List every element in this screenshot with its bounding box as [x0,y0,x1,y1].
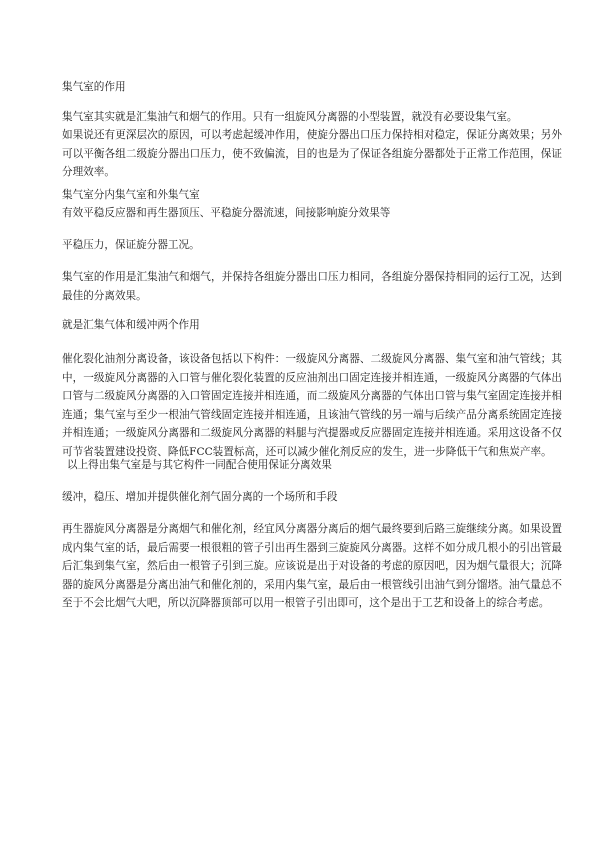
paragraph-intro: 集气室其实就是汇集油气和烟气的作用。只有一组旋风分离器的小型装置，就没有必要设集气室。 [62,111,518,123]
paragraph-equipment-description: 催化裂化油剂分离设备，该设备包括以下构件：一级旋风分离器、二级旋风分离器、集气室和油气管线；其中，一级旋风分离器的入口管与催化裂化装置的反应油剂出口固定连接并相连通，一级旋风分离器的气体出口管与二级旋风分离器的入口管固定连接并相连通，而二级旋风分离器的气体出口管与集气室固定连接并相连通；集气室与至少一根油气管线固定连接并相连通，且该油气管线的另一端与后续产品分离系统固定连接并相连通；一级旋风分离器和二级旋风分离器的料腿与汽提器或反应器固定连接并相连通。采用这设备不仅可节省装置建设投资、降低FCC装置标高，还可以减少催化剂反应的发生，进一步降低干气和焦炭产率。 [62,353,562,458]
paragraph-buffer-reason: 如果说还有更深层次的原因，可以考虑起缓冲作用，使旋分器出口压力保持相对稳定，保证分离效果；另外可以平衡各组二级旋分器出口压力，使不致偏流，目的也是为了保证各组旋分器都处于正常工作范围，保证分理效率。 [62,129,562,178]
paragraph-stable-conditions: 平稳压力，保证旋分器工况。 [62,239,200,251]
paragraph-buffer-means: 缓冲，稳压、增加并提供催化剂气固分离的一个场所和手段 [62,491,338,503]
paragraph-regenerator: 再生器旋风分离器是分离烟气和催化剂，经宜风分离器分离后的烟气最终要到后路三旋继续分离。如果设置成内集气室的话，最后需要一根很粗的管子引出再生器到三旋旋风分离器。这样不如分成几根小的引出管最后汇集到集气室，然后由一根管子引到三旋。应该说是出于对设备的考虑的原因吧，因为烟气量很大；沉降器的旋风分离器是分离出油气和催化剂的，采用内集气室，最后由一根管线引出油气到分馏塔。油气量总不至于不会比烟气大吧，所以沉降器顶部可以用一根管子引出即可，这个是出于工艺和设备上的综合考虑。 [62,523,562,609]
section-heading: 集气室的作用 [62,81,126,93]
paragraph-stabilize-pressure: 有效平稳反应器和再生器顶压、平稳旋分器流速，间接影响旋分效果等 [62,207,391,219]
paragraph-two-functions: 就是汇集气体和缓冲两个作用 [62,319,200,331]
paragraph-inner-outer: 集气室分内集气室和外集气室 [62,189,200,201]
paragraph-conclusion: 以上得出集气室是与其它构件一同配合使用保证分离效果 [67,459,332,471]
paragraph-collect-function: 集气室的作用是汇集油气和烟气，并保持各组旋分器出口压力相同，各组旋分器保持相同的运行工况，达到最佳的分离效果。 [62,271,562,302]
